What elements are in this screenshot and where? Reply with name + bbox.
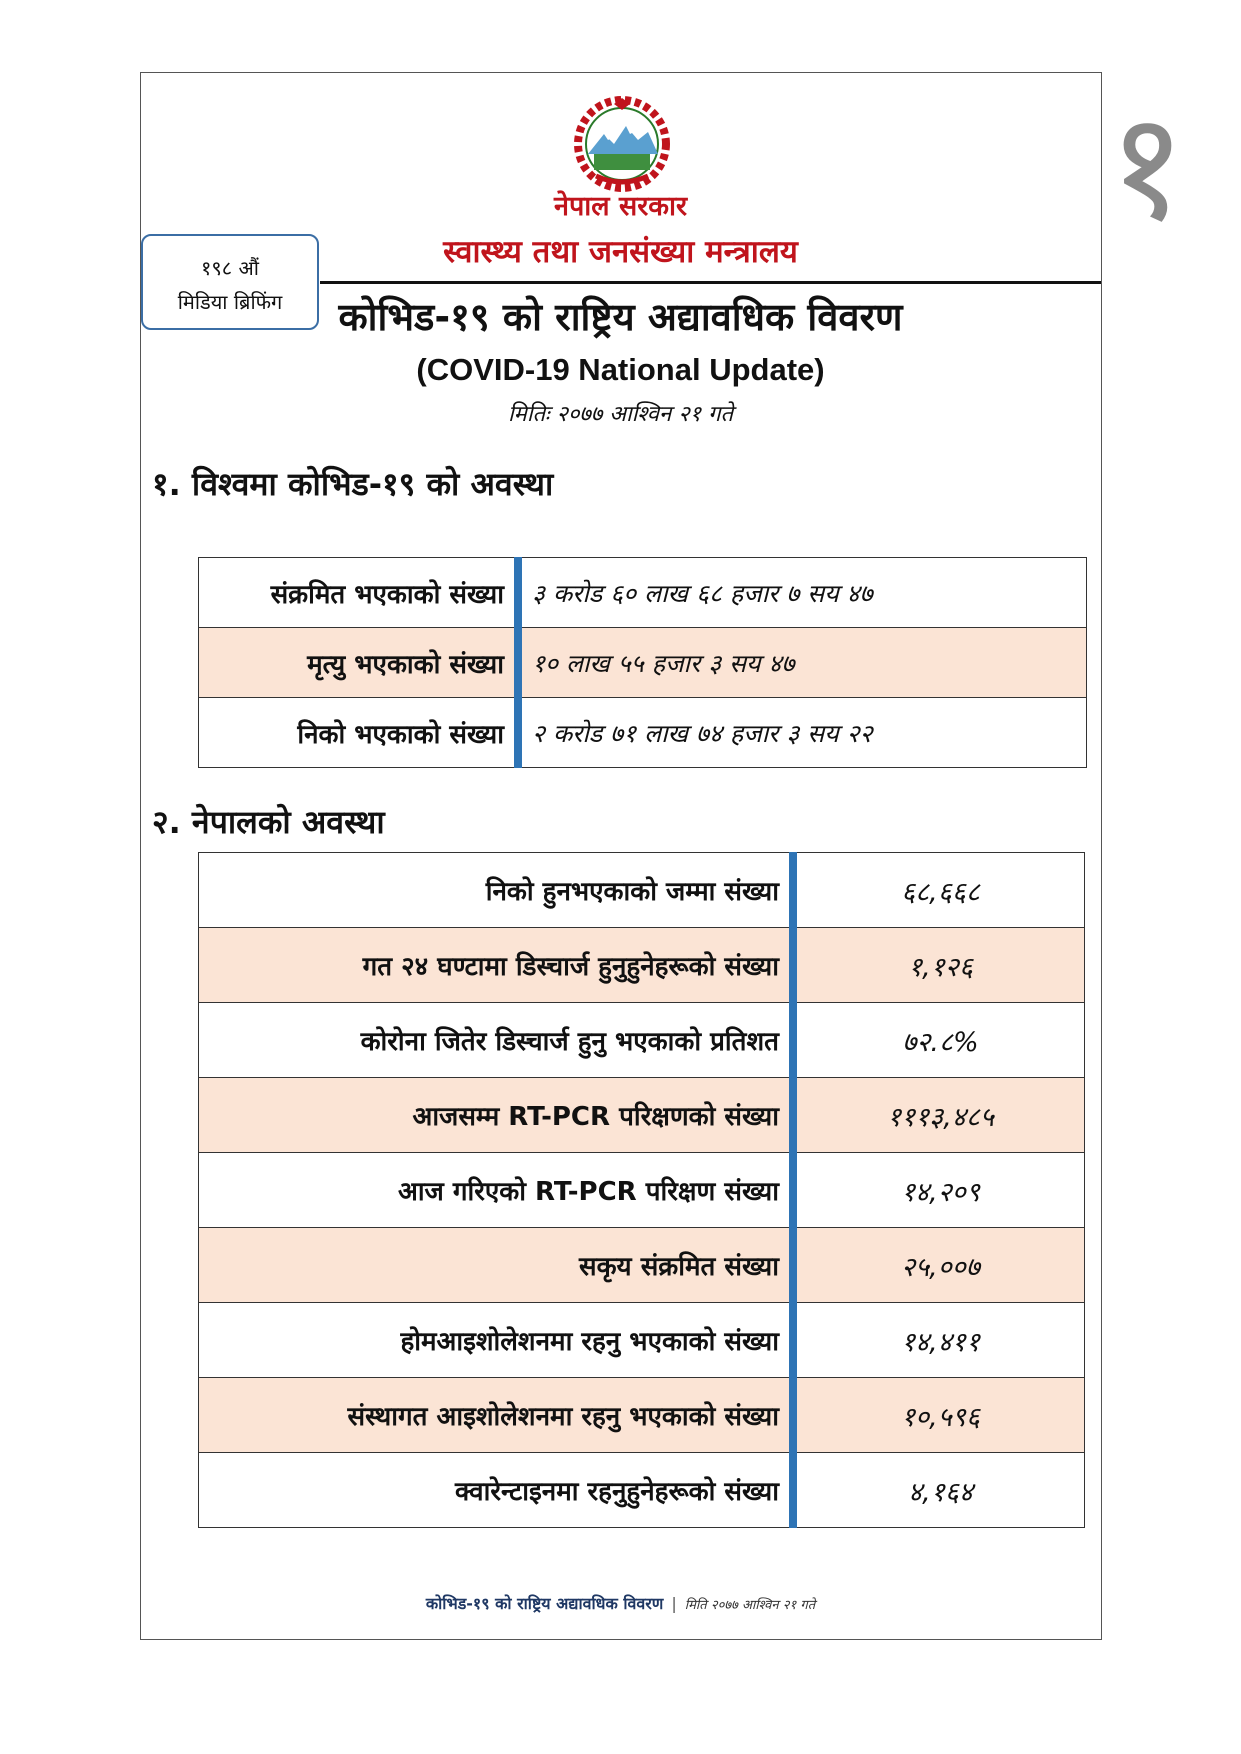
header-rule — [320, 281, 1101, 284]
government-name: नेपाल सरकार — [553, 191, 688, 222]
section-world-heading: १. विश्वमा कोभिड-१९ को अवस्था — [152, 465, 554, 503]
briefing-number: १९८ औं — [201, 256, 259, 280]
row-value: १४,२०९ — [793, 1153, 1085, 1228]
briefing-label: मिडिया ब्रिफिंग — [177, 290, 283, 314]
table-row — [199, 1303, 1085, 1378]
page-number: १ — [1108, 80, 1187, 254]
row-value: १४,४११ — [793, 1303, 1085, 1378]
nepal-emblem-icon — [574, 96, 670, 192]
table-row — [199, 1153, 1085, 1228]
row-value: १११३,४८५ — [793, 1078, 1085, 1153]
nepal-status-table — [198, 852, 1085, 1528]
row-value: १० लाख ५५ हजार ३ सय ४७ — [518, 628, 1087, 698]
table-row — [199, 1078, 1085, 1153]
row-label: सकृय संक्रमित संख्या — [199, 1228, 794, 1303]
row-label: कोरोना जितेर डिस्चार्ज हुनु भएकाको प्रतिशत — [199, 1003, 794, 1078]
row-label: आजसम्म RT-PCR परिक्षणको संख्या — [199, 1078, 794, 1153]
row-label: होमआइशोलेशनमा रहनु भएकाको संख्या — [199, 1303, 794, 1378]
ministry-name: स्वास्थ्य तथा जनसंख्या मन्त्रालय — [443, 234, 798, 270]
page-footer — [0, 1592, 1241, 1614]
row-value: ३ करोड ६० लाख ६८ हजार ७ सय ४७ — [518, 558, 1087, 628]
table-row — [199, 1378, 1085, 1453]
table-row — [199, 928, 1085, 1003]
table-row — [199, 1453, 1085, 1528]
row-label: गत २४ घण्टामा डिस्चार्ज हुनुहुनेहरूको संख्या — [199, 928, 794, 1003]
table-row — [199, 1003, 1085, 1078]
row-value: ७२.८% — [793, 1003, 1085, 1078]
page-title: कोभिड-१९ को राष्ट्रिय अद्यावधिक विवरण — [338, 295, 903, 339]
page-subtitle: (COVID-19 National Update) — [416, 352, 825, 387]
row-label: निको हुनभएकाको जम्मा संख्या — [199, 853, 794, 928]
world-status-table — [198, 557, 1087, 768]
row-value: २५,००७ — [793, 1228, 1085, 1303]
report-date: मितिः २०७७ आश्विन २१ गते — [507, 402, 734, 427]
footer-separator: | — [671, 1594, 677, 1613]
row-label: संक्रमित भएकाको संख्या — [199, 558, 519, 628]
table-row — [199, 1228, 1085, 1303]
section-nepal-heading: २. नेपालको अवस्था — [152, 803, 385, 841]
row-value: २ करोड ७१ लाख ७४ हजार ३ सय २२ — [518, 698, 1087, 768]
table-row — [199, 628, 1087, 698]
row-label: संस्थागत आइशोलेशनमा रहनु भएकाको संख्या — [199, 1378, 794, 1453]
table-row — [199, 698, 1087, 768]
row-label: आज गरिएको RT-PCR परिक्षण संख्या — [199, 1153, 794, 1228]
footer-title: कोभिड-१९ को राष्ट्रिय अद्यावधिक विवरण — [425, 1594, 664, 1613]
row-value: ४,१६४ — [793, 1453, 1085, 1528]
row-value: ६८,६६८ — [793, 853, 1085, 928]
row-value: १,१२६ — [793, 928, 1085, 1003]
row-label: मृत्यु भएकाको संख्या — [199, 628, 519, 698]
row-label: क्वारेन्टाइनमा रहनुहुनेहरूको संख्या — [199, 1453, 794, 1528]
table-row — [199, 558, 1087, 628]
table-row — [199, 853, 1085, 928]
row-label: निको भएकाको संख्या — [199, 698, 519, 768]
footer-date: मिति २०७७ आश्विन २१ गते — [684, 1598, 816, 1613]
row-value: १०,५९६ — [793, 1378, 1085, 1453]
